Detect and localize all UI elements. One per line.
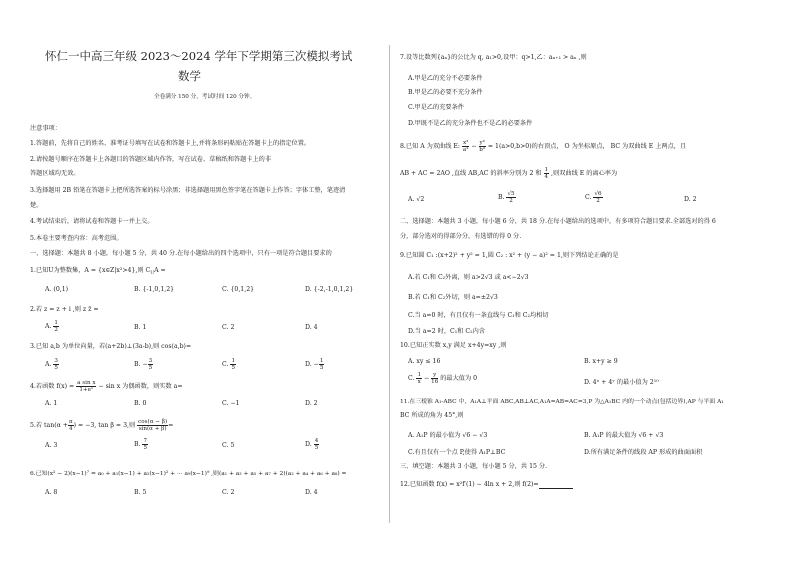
q4-option-a[interactable]: A. 1 <box>45 400 58 407</box>
q4-option-b[interactable]: B. 0 <box>134 400 147 407</box>
q12-stem: 12.已知函数 f(x) = x²f′(1) − 4ln x + 2,则 f(2)= <box>400 481 573 489</box>
q9-option-d[interactable]: D.当 a=2 时，C₁和 C₂内含 <box>408 328 485 335</box>
q6-option-c[interactable]: C. 2 <box>222 489 235 496</box>
q11-stem-line2: BC 所成的角为 45°,则 <box>400 412 464 419</box>
q3-stem: 3.已知 a,b 为单位向量，若(a+2b)⊥(3a-b),则 cos⟨a,b⟩= <box>30 343 192 350</box>
q12-answer-blank[interactable] <box>539 482 573 489</box>
q8-option-a[interactable]: A. √2 <box>408 196 425 203</box>
q2-option-b[interactable]: B. 1 <box>134 324 147 331</box>
section1-intro: 一、选择题：本题共 8 小题，每小题 5 分，共 40 分.在每小题给出的四个选项中，只有一项是符合题目要求的 <box>30 250 332 257</box>
q6-option-a[interactable]: A. 8 <box>45 489 58 496</box>
q8-stem-line2: AB + AC = 2AO ,直线 AB,AC 的斜率分别为 2 和 $\frac{1}{4}$ ,则双曲线 E 的离心率为 <box>400 167 618 180</box>
q1-option-d[interactable]: D. {-2,-1,0,1,2} <box>305 286 354 293</box>
note-2a: 2.请按题号顺序在答题卡上各题目的答题区域内作答，写在试卷、草稿纸和答题卡上的非 <box>30 156 272 163</box>
q10-option-b[interactable]: B. x+y ≥ 9 <box>584 358 618 365</box>
q1-option-b[interactable]: B. {-1,0,1,2} <box>134 286 175 293</box>
q8-stem-line1: 8.已知 A 为双曲线 E: $\frac{\text{x²}}{\text{a²}}$ − $\frac{\text{y²}}{\text{b²}}$ = 1(a>0,b>0)的右顶点， O 为坐标原点， BC 为双曲线 E 上两点，且 <box>400 140 687 153</box>
section2-intro-line1: 二、选择题：本题共 3 小题，每小题 6 分，共 18 分.在每小题给出的选项中，有多项符合题目要求.全部选对的得 6 <box>400 218 716 225</box>
note-3b: 楚。 <box>30 202 43 209</box>
q2-option-c[interactable]: C. 2 <box>222 324 235 331</box>
q11-option-c[interactable]: C.有且仅有一个点 P,使得 A₁P⊥BC <box>408 449 506 456</box>
q3-option-c[interactable]: C. $\frac{1}{5}$ <box>222 358 236 371</box>
q1-option-a[interactable]: A. (0,1) <box>45 286 69 293</box>
q4-stem: 4.若函数 f(x) = $\frac{\text{a sin x}}{\text{1+eˣ}}$ − sin x 为偶函数，则实数 a= <box>30 380 183 393</box>
section2-intro-line2: 分，部分选对的得部分分，有选错的得 0 分. <box>400 233 522 240</box>
q1-option-c[interactable]: C. {0,1,2} <box>222 286 255 293</box>
q5-option-d[interactable]: D. $\frac{4}{5}$ <box>305 438 319 451</box>
q9-option-a[interactable]: A.若 C₁和 C₂外离，则 a>2√3 或 a<−2√3 <box>408 274 529 281</box>
q10-stem: 10.已知正实数 x,y 满足 x+4y=xy ,则 <box>400 342 507 349</box>
q10-option-c[interactable]: C. $\frac{1}{x}$ − $\frac{y}{16}$ 的最大值为 0 <box>408 372 478 385</box>
q2-option-d[interactable]: D. 4 <box>305 324 318 331</box>
q10-option-d[interactable]: D. 4ˣ + 4ʸ 的最小值为 2¹⁰ <box>584 379 659 386</box>
q8-option-d[interactable]: D. 2 <box>684 196 697 203</box>
note-5: 5.本卷主要考查内容：高考范围。 <box>30 235 123 242</box>
q8-option-b[interactable]: B. $\frac{√5}{2}$ <box>498 191 515 204</box>
q11-option-a[interactable]: A. A₁P 的最小值为 √6 − √3 <box>408 432 488 439</box>
q7-option-a[interactable]: A.甲是乙的充分不必要条件 <box>408 75 483 82</box>
q9-option-b[interactable]: B.若 C₁和 C₂外切，则 a=±2√3 <box>408 294 498 301</box>
q4-option-d[interactable]: D. 2 <box>305 400 318 407</box>
q3-option-b[interactable]: B. − $\frac{3}{5}$ <box>134 358 153 371</box>
q10-option-a[interactable]: A. xy ≤ 16 <box>408 358 441 365</box>
section3-intro: 三、填空题：本题共 3 小题，每小题 5 分，共 15 分. <box>400 463 548 470</box>
q7-option-c[interactable]: C.甲是乙的充要条件 <box>408 104 464 111</box>
subject-heading: 数学 <box>178 69 201 83</box>
q5-stem: 5.若 tan(α + $\frac{\pi}{4}$ ) = −3, tan β = 3,则 $\frac{\cos(\alpha - \beta)}{\sin(\alpha + \beta)}$ = <box>30 419 174 432</box>
column-divider <box>389 45 390 523</box>
q9-stem: 9.已知圆 C₁ :(x+2)² + y² = 1,圆 C₂ : x² + (y − a)² = 1,则下列结论正确的是 <box>400 252 619 259</box>
q4-option-c[interactable]: C. −1 <box>222 400 240 407</box>
exam-meta: 全卷满分 150 分，考试时间 120 分钟。 <box>154 94 256 100</box>
note-4: 4.考试结束后，请将试卷和答题卡一并上交。 <box>30 218 154 225</box>
q6-stem: 6.已知(x² − 2)(x−1)⁷ = a₀ + a₁(x−1) + a₂(x−1)² + ··· a₉(x−1)⁹ ,则(a₁ + a₃ + a₅ + a₇ + 2)(a₂ + a₄ + a₆ + a₈) = <box>30 471 347 477</box>
q3-option-d[interactable]: D. − $\frac{1}{5}$ <box>305 358 324 371</box>
q6-option-b[interactable]: B. 5 <box>134 489 147 496</box>
q9-option-c[interactable]: C.当 a=0 时，有且仅有一条直线与 C₁和 C₂均相切 <box>408 312 549 319</box>
q11-stem-line1: 11.在三棱锥 A₁-ABC 中，A₁A⊥平面 ABC,AB⊥AC,A₁A=AB=AC=3,P 为△A₁BC 内的一个动点(包括边界),AP 与平面 A₁ <box>400 399 724 405</box>
q2-stem: 2.若 z = z + i ,则 z z̄ = <box>30 306 99 313</box>
exam-title: 怀仁一中高三年级 2023～2024 学年下学期第三次模拟考试 <box>45 49 353 63</box>
q6-option-d[interactable]: D. 4 <box>305 489 318 496</box>
q3-option-a[interactable]: A. $\frac{3}{5}$ <box>45 358 58 371</box>
q5-option-c[interactable]: C. 5 <box>222 442 235 449</box>
q11-option-d[interactable]: D.所有满足条件的线段 AP 形成的曲面面积 <box>584 449 703 456</box>
q11-option-b[interactable]: B. A₁P 的最大值为 √6 + √3 <box>584 432 664 439</box>
q1-stem: 1.已知U为整数集，A = {x∈Z|x²>4},则 $C_UA$ = <box>30 267 166 277</box>
note-2b: 答题区域均无效。 <box>30 170 80 177</box>
q8-option-c[interactable]: C. $\frac{√6}{2}$ <box>585 191 602 204</box>
q5-option-a[interactable]: A. 3 <box>45 442 58 449</box>
q7-option-b[interactable]: B.甲是乙的必要不充分条件 <box>408 89 483 96</box>
note-1: 1.答题前，先将自己的姓名、准考证号填写在试卷和答题卡上,并将条形码粘贴在答题卡上的指定位置。 <box>30 140 311 147</box>
note-3a: 3.选择题用 2B 铅笔在答题卡上把所选答案的标号涂黑；非选择题用黑色签字笔在答题卡上作答；字体工整，笔迹清 <box>30 187 346 194</box>
notes-heading: 注意事项： <box>30 125 61 132</box>
q5-option-b[interactable]: B. $\frac{7}{5}$ <box>134 438 148 451</box>
q2-option-a[interactable]: A. $\frac{1}{2}$ <box>45 320 58 333</box>
q7-option-d[interactable]: D.甲既不是乙的充分条件也不是乙的必要条件 <box>408 120 533 127</box>
q7-stem: 7.设等比数列{aₙ}的公比为 q, a₁>0,设甲：q>1,乙：aₙ₊₁ > aₙ ,则 <box>400 54 587 61</box>
